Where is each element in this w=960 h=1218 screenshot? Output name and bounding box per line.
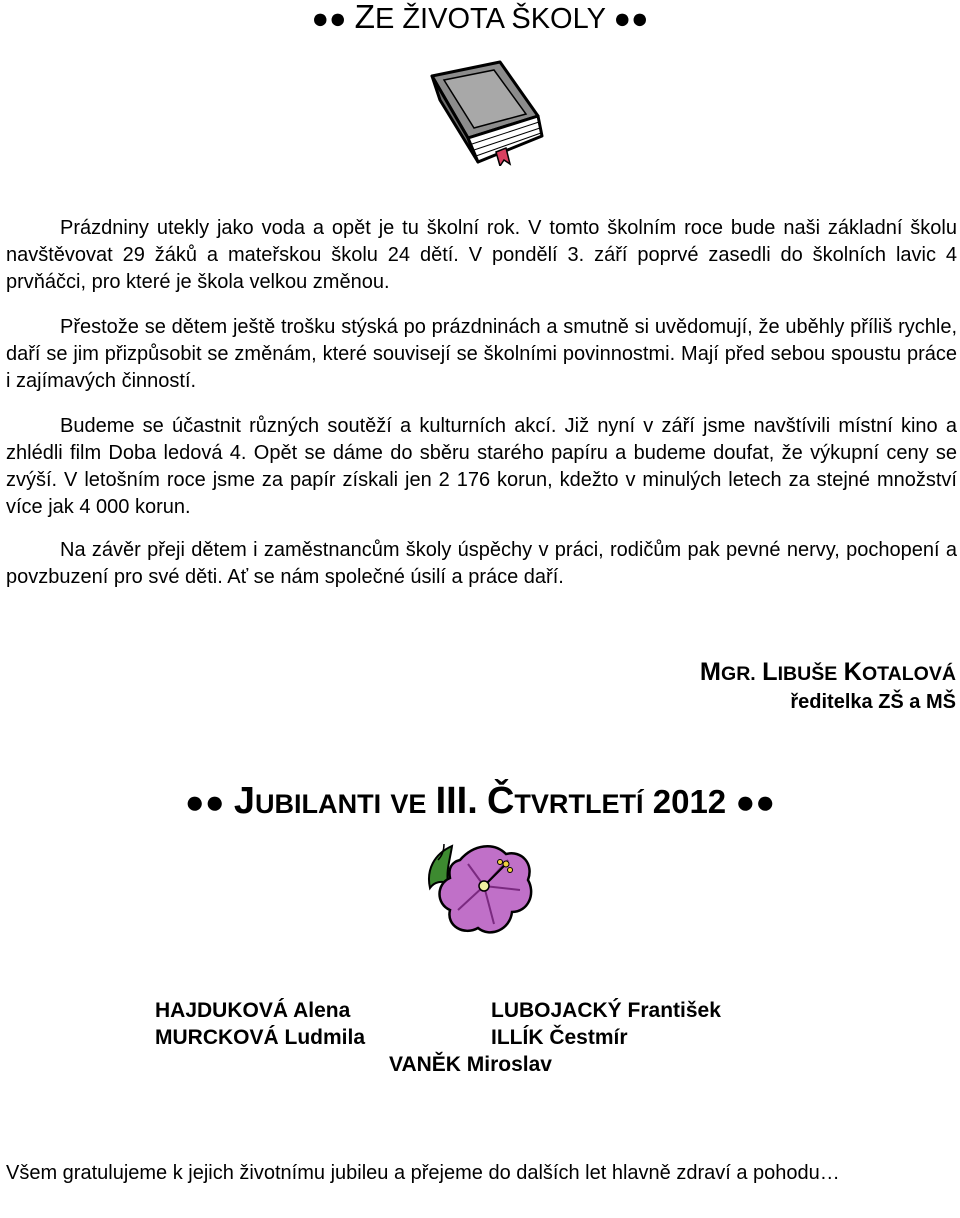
paragraph-4: Na závěr přeji dětem i zaměstnancům školy úspěchy v práci, rodičům pak pevné nervy, pochopení a povzbuzení pro své děti. Ať se nám společné úsilí a práce daří. [6, 539, 957, 588]
bullet-dots-right: ●● [735, 783, 776, 820]
signature-role: ředitelka ZŠ a MŠ [790, 691, 956, 713]
paragraph-3: Budeme se účastnit různých soutěží a kulturních akcí. Již nyní v září jsme navštívili místní kino a zhlédli film Doba ledová 4. Opět se dáme do sběru starého papíru a budeme doufat, že výkupní ceny se zvýší. V letošním roce jsme za papír získali jen 2 176 korun, kdežto v minulých letech za stejné množství více jak 4 000 korun. [6, 415, 957, 518]
signature-name: MGR. LIBUŠE KOTALOVÁ [699, 658, 956, 686]
title-rest: E ŽIVOTA ŠKOLY [374, 3, 606, 35]
jubilant-name: LUBOJACKÝ František [491, 999, 721, 1022]
bullet-dots-left: ●● [184, 783, 225, 820]
book-icon [418, 58, 546, 166]
paragraph-1: Prázdniny utekly jako voda a opět je tu školní rok. V tomto školním roce bude naši základní školu navštěvovat 29 žáků a mateřskou školu 24 dětí. V pondělí 3. září poprvé zasedli do školních lavic 4 prvňáčci, pro které je škola velkou změnou. [6, 217, 957, 293]
jubilant-name: VANĚK Miroslav [389, 1053, 552, 1076]
section-title-school-life [0, 0, 960, 37]
closing-paragraph: Všem gratulujeme k jejich životnímu jubileu a přejeme do dalších let hlavně zdraví a pohodu… [6, 1162, 840, 1184]
flower-icon [424, 840, 536, 940]
jubilant-name: ILLÍK Čestmír [491, 1026, 628, 1049]
jubilant-name: MURCKOVÁ Ludmila [155, 1026, 365, 1049]
bullet-dots-left: ●● [311, 3, 347, 35]
bullet-dots-right: ●● [613, 3, 649, 35]
title-cap-letter: Z [354, 0, 375, 36]
paragraph-2: Přestože se dětem ještě trošku stýská po prázdninách a smutně si uvědomují, že uběhly příliš rychle, daří se jim přizpůsobit se změnám, které souvisejí se školními povinnostmi. Mají před sebou spoustu práce i zajímavých činností. [6, 316, 957, 392]
jubilant-name: HAJDUKOVÁ Alena [155, 999, 351, 1022]
section-title-jubilants: ●● JUBILANTI VE III. ČTVRTLETÍ 2012 ●● [184, 780, 776, 822]
